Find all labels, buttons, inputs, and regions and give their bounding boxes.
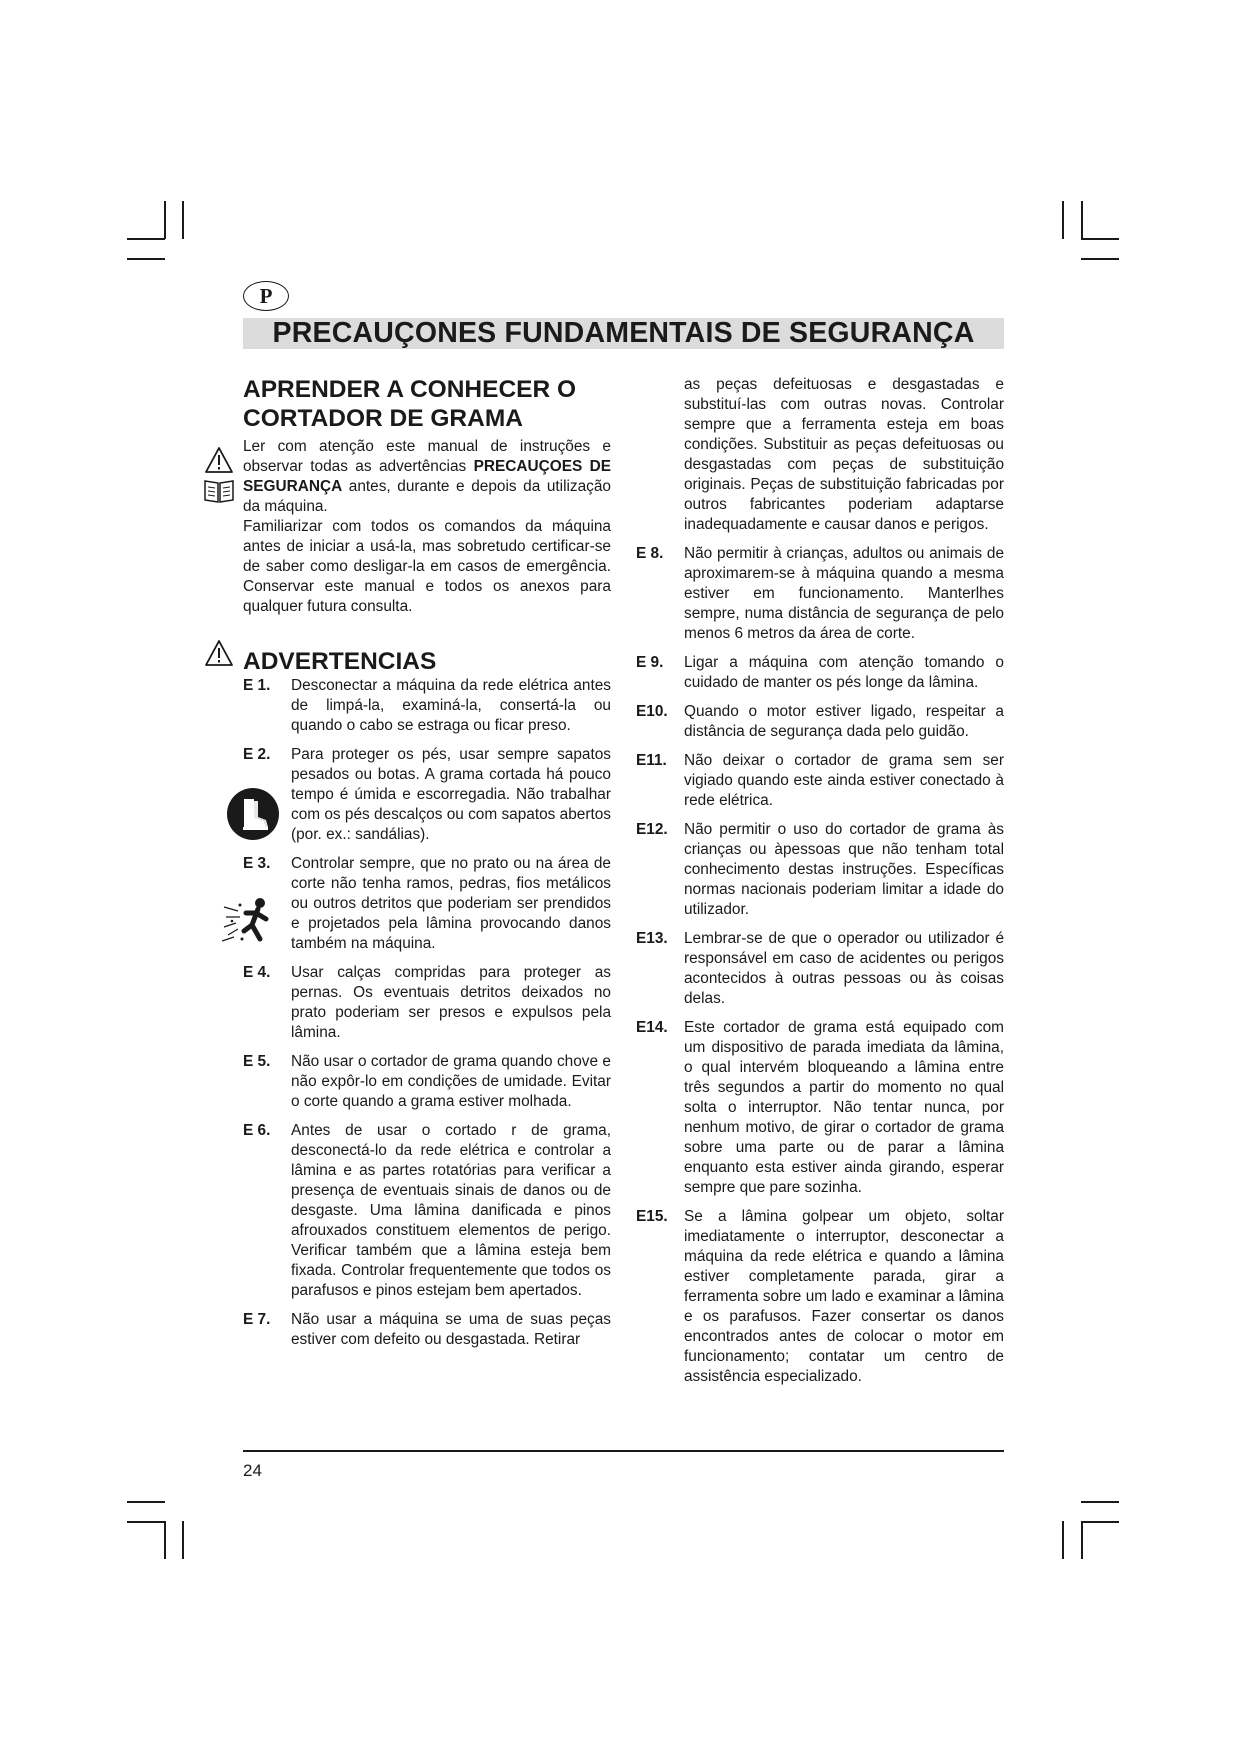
warning-label: E 5. bbox=[243, 1053, 271, 1070]
warning-label: E 9. bbox=[636, 654, 664, 671]
crop-mark bbox=[1081, 1521, 1083, 1559]
warning-triangle-icon bbox=[204, 446, 234, 474]
crop-mark bbox=[127, 1501, 165, 1503]
warning-label: E14. bbox=[636, 1019, 668, 1036]
warning-text: Ligar a máquina com atenção tomando o cuidado de manter os pés longe da lâmina. bbox=[684, 654, 1004, 691]
warning-item bbox=[243, 854, 611, 954]
warning-item bbox=[243, 963, 611, 1043]
warning-item-continuation bbox=[636, 375, 1004, 535]
warning-item bbox=[636, 544, 1004, 644]
left-column bbox=[243, 375, 611, 1359]
warning-label: E13. bbox=[636, 930, 668, 947]
warning-item bbox=[243, 1121, 611, 1301]
warning-text: Para proteger os pés, usar sempre sapatos pesados ou botas. A grama cortada há pouco tempo é úmida e escorregadia. Não trabalhar com os pés descalços ou com sapatos abertos (por. ex.: sandálias). bbox=[291, 746, 611, 843]
crop-mark bbox=[1081, 201, 1083, 239]
warning-text: Não permitir à crianças, adultos ou animais de aproximarem-se à máquina quando a mesma estiver em funcionamento. Manterlhes sempre, numa distância de segurança de pelo menos 6 metros da área de corte. bbox=[684, 545, 1004, 642]
crop-mark bbox=[182, 1521, 184, 1559]
crop-mark bbox=[127, 1521, 165, 1523]
crop-mark bbox=[1062, 201, 1064, 239]
warning-label: E15. bbox=[636, 1208, 668, 1225]
warning-text: Antes de usar o cortado r de grama, desconectá-lo da rede elétrica e controlar a lâmina e as partes rotatórias para verificar a presença de eventuais sinais de danos ou de desgaste. Uma lâmina danificada e pinos afrouxados constituem elementos de perigo. Verificar também que a lâmina esteja bem fixada. Controlar frequentemente que todos os parafusos e pinos estejam bem apertados. bbox=[291, 1122, 611, 1299]
familiarize-paragraph: Familiarizar com todos os comandos da máquina antes de iniciar a usá-la, mas sobretudo certificar-se de saber como desligar-la em casos de emergência. Conservar este manual e todos os anexos para qualquer futura consulta. bbox=[243, 518, 611, 615]
warning-item bbox=[636, 929, 1004, 1009]
intro-paragraph bbox=[243, 437, 611, 517]
warning-item bbox=[636, 1018, 1004, 1198]
warning-item bbox=[243, 745, 611, 845]
warning-label: E 1. bbox=[243, 677, 271, 694]
intro-text-a: Ler com atenção este manual de instruções e observar todas as advertências bbox=[243, 438, 611, 475]
warning-label: E10. bbox=[636, 703, 668, 720]
crop-mark bbox=[1062, 1521, 1064, 1559]
warning-label: E 6. bbox=[243, 1122, 271, 1139]
warning-item bbox=[636, 820, 1004, 920]
warning-item bbox=[636, 751, 1004, 811]
warning-text: Este cortador de grama está equipado com um dispositivo de parada imediata da lâmina, o qual intervém bloqueando a lâmina entre três segundos a partir do momento no qual solta o interruptor. Não tentar nunca, por nenhum motivo, de girar o cortador de grama sobre uma parte ou de parar a lâmina enquanto esta estiver ainda girando, esperar sempre que pare sozinha. bbox=[684, 1019, 1004, 1196]
warning-text: Se a lâmina golpear um objeto, soltar imediatamente o interruptor, desconectar a máquina da rede elétrica e quando a lâmina estiver completamente parada, girar a ferramenta sobre um lado e examinar a lâmina e os parafusos. Fazer consertar os danos encontrados antes de colocar o motor em funcionamento; contatar um centro de assistência especializado. bbox=[684, 1208, 1004, 1385]
warning-text: Não deixar o cortador de grama sem ser vigiado quando este ainda estiver conectado à rede elétrica. bbox=[684, 752, 1004, 809]
title-bar bbox=[243, 318, 1004, 349]
warning-text: Usar calças compridas para proteger as pernas. Os eventuais detritos deixados no prato poderiam ser presos e expulsos pela lâmina. bbox=[291, 964, 611, 1041]
warning-label-empty bbox=[636, 375, 684, 535]
warning-text: Não usar a máquina se uma de suas peças estiver com defeito ou desgastada. Retirar bbox=[291, 1311, 611, 1348]
warning-label: E 7. bbox=[243, 1311, 271, 1328]
warning-item bbox=[636, 702, 1004, 742]
warning-label: E11. bbox=[636, 752, 667, 769]
crop-mark bbox=[164, 201, 166, 239]
read-manual-book-icon bbox=[203, 478, 235, 504]
footer-rule bbox=[243, 1450, 1004, 1452]
intro-text-c: antes, durante e depois da utilização da máquina. bbox=[243, 478, 611, 515]
page-title: PRECAUÇONES FUNDAMENTAIS DE SEGURANÇA bbox=[272, 317, 975, 349]
warning-list bbox=[243, 676, 611, 1350]
warning-item bbox=[243, 1310, 611, 1350]
warning-item bbox=[636, 1207, 1004, 1387]
crop-mark bbox=[1081, 1521, 1119, 1523]
section-heading-learn: APRENDER A CONHECER O CORTADOR DE GRAMA bbox=[243, 376, 577, 432]
page-number: 24 bbox=[243, 1461, 262, 1480]
crop-mark bbox=[164, 1521, 166, 1559]
warning-triangle-icon bbox=[204, 639, 234, 667]
crop-mark bbox=[182, 201, 184, 239]
warning-text: Quando o motor estiver ligado, respeitar a distância de segurança dada pelo guidão. bbox=[684, 703, 1004, 740]
warning-label: E 4. bbox=[243, 964, 271, 981]
crop-mark bbox=[127, 258, 165, 260]
warning-text: Não usar o cortador de grama quando chove e não expôr-lo em condições de umidade. Evitar o corte quando a grama estiver molhada. bbox=[291, 1053, 611, 1110]
crop-mark bbox=[1081, 238, 1119, 240]
warning-text: as peças defeituosas e desgastadas e substituí-las com outras novas. Controlar sempre que a ferramenta esteja em boas condições. Substituir as peças defeituosas ou desgastadas com peças de substituição originais. Peças de substituição fabricadas por outros fabricantes poderiam adaptarse inadequadamente e causar danos e perigos. bbox=[684, 376, 1004, 533]
section-heading-warnings: ADVERTENCIAS bbox=[243, 648, 437, 675]
warning-label: E 2. bbox=[243, 746, 271, 763]
warning-label: E 3. bbox=[243, 855, 271, 872]
crop-mark bbox=[1081, 1501, 1119, 1503]
language-badge: P bbox=[243, 281, 289, 311]
warning-text: Não permitir o uso do cortador de grama às crianças ou àpessoas que não tenham total conhecimento destas instruções. Específicas normas nacionais poderiam limitar a idade do utilizador. bbox=[684, 821, 1004, 918]
crop-mark bbox=[1081, 258, 1119, 260]
warning-item bbox=[243, 676, 611, 736]
warning-item bbox=[636, 653, 1004, 693]
warning-item bbox=[243, 1052, 611, 1112]
warning-text: Lembrar-se de que o operador ou utilizador é responsável em caso de acidentes ou perigos acontecidos à outras pessoas ou às coisas delas. bbox=[684, 930, 1004, 1007]
warning-label: E 8. bbox=[636, 545, 664, 562]
intro-text-bold: PRECAUÇOES DE SEGURANÇA bbox=[243, 458, 612, 495]
warning-label: E12. bbox=[636, 821, 668, 838]
warning-text: Controlar sempre, que no prato ou na área de corte não tenha ramos, pedras, fios metálicos ou outros detritos que poderiam ser prendidos e projetados pela lâmina provocando danos também na máquina. bbox=[291, 855, 611, 952]
right-column bbox=[636, 375, 1004, 1396]
crop-mark bbox=[127, 238, 165, 240]
warning-text: Desconectar a máquina da rede elétrica antes de limpá-la, examiná-la, consertá-la ou quando o cabo se estraga ou ficar preso. bbox=[291, 677, 611, 734]
